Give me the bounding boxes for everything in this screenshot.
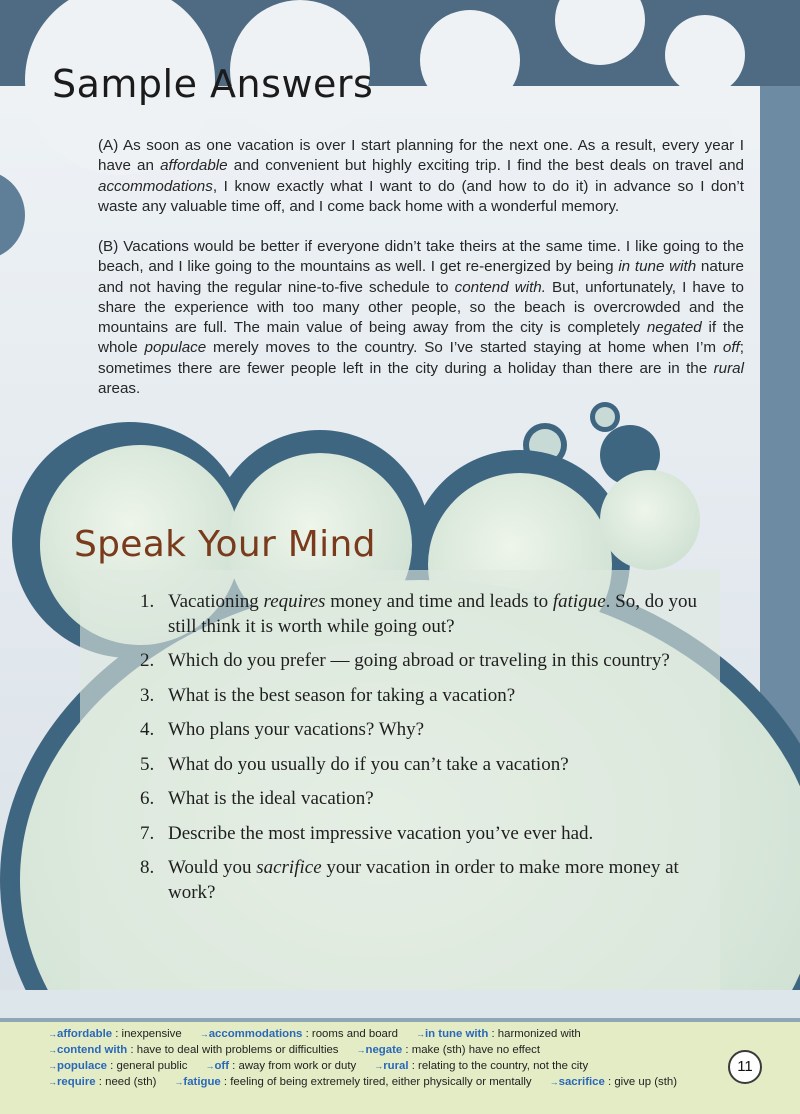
question-item	[140, 590, 700, 639]
glossary-definition: : make (sth) have no effect	[402, 1044, 541, 1056]
glossary-definition: : away from work or duty	[228, 1060, 357, 1072]
glossary-definition: : relating to the country, not the city	[408, 1060, 589, 1072]
glossary-entry	[174, 1076, 531, 1088]
emphasized-term: in tune with	[618, 258, 697, 276]
glossary-definition: : feeling of being extremely tired, either physically or mentally	[220, 1076, 532, 1088]
glossary-line	[48, 1028, 599, 1040]
glossary-term: off	[214, 1060, 229, 1072]
question-item	[140, 856, 700, 905]
question-text	[168, 591, 697, 637]
page-number: 11	[728, 1050, 762, 1084]
question-item	[140, 787, 700, 812]
arrow-icon: →	[356, 1045, 366, 1055]
arrow-icon: →	[48, 1029, 57, 1039]
glossary-term: fatigue	[183, 1076, 221, 1088]
text-run: your vacation in order to make more money at work?	[168, 857, 679, 903]
arrow-icon: →	[549, 1077, 559, 1087]
question-number: 7.	[140, 822, 155, 844]
glossary-entry	[48, 1060, 187, 1072]
text-run: , I know exactly what I want to do (and how to do it) in advance so I don’t waste any valuable time off, and I come back home with a wonderful memory.	[98, 177, 744, 215]
emphasized-term: accommodations	[98, 177, 213, 195]
emphasized-term: negated	[646, 319, 702, 337]
speak-your-mind-title: Speak Your Mind	[74, 524, 376, 565]
glossary-entry	[357, 1044, 541, 1056]
question-text	[168, 754, 569, 775]
text-run: Which do you prefer — going abroad or traveling in this country?	[168, 650, 670, 671]
question-item	[140, 684, 700, 709]
question-item	[140, 649, 700, 674]
glossary-term: accommodations	[208, 1028, 303, 1040]
sample-answer-b	[98, 237, 744, 399]
text-run: What is the ideal vacation?	[168, 788, 374, 809]
text-run: Who plans your vacations? Why?	[168, 719, 425, 740]
glossary-term: require	[57, 1076, 96, 1088]
glossary-term: in tune with	[425, 1028, 489, 1040]
question-number: 5.	[140, 753, 155, 775]
text-run: What is the best season for taking a vacation?	[168, 684, 516, 706]
emphasized-term: requires	[263, 591, 326, 612]
glossary-term: negate	[365, 1044, 403, 1056]
question-text	[168, 685, 515, 706]
question-number: 1.	[140, 591, 155, 612]
glossary-entry	[416, 1028, 581, 1040]
text-run: (A) As soon as one vacation is over I start planning for the next one. As a result, every year I have an	[98, 137, 744, 175]
text-run: if the whole	[98, 319, 744, 357]
text-run: Vacationing	[168, 591, 264, 612]
glossary-definition: : inexpensive	[112, 1028, 182, 1040]
glossary-entry	[48, 1076, 156, 1088]
question-item	[140, 822, 700, 847]
emphasized-term: populace	[144, 339, 207, 357]
sample-answers-title: Sample Answers	[52, 62, 374, 106]
glossary-entry	[550, 1076, 677, 1088]
text-run: But, unfortunately, I have to share the experience with too many other people, so the beach is overcrowded and the mountains are full. The main value of being away from the city is completely	[98, 278, 744, 337]
glossary-box	[0, 1022, 800, 1114]
glossary-definition: : harmonized with	[488, 1028, 581, 1040]
glossary-definition: : general public	[107, 1060, 188, 1072]
question-item	[140, 753, 700, 778]
question-text	[168, 650, 670, 671]
glossary-entry	[48, 1044, 339, 1056]
question-text	[168, 719, 424, 740]
glossary-entry	[48, 1028, 182, 1040]
glossary-definition: : have to deal with problems or difficulties	[127, 1044, 339, 1056]
glossary-definition: : rooms and board	[302, 1028, 399, 1040]
glossary-entry	[374, 1060, 588, 1072]
text-run: money and time and leads to	[325, 591, 553, 612]
text-run: (B) Vacations would be better if everyone didn’t take theirs at the same time. I like going to the beach, and I like going to the mountains as well. I get re-energized by being	[98, 238, 744, 276]
glossary-line	[48, 1044, 558, 1056]
glossary-term: sacrifice	[558, 1076, 605, 1088]
text-run: Would you	[168, 857, 257, 878]
text-run: merely moves to the country. So I’ve started staying at home when I’m	[206, 339, 723, 357]
question-number: 8.	[140, 857, 155, 878]
question-number: 3.	[140, 684, 155, 706]
glossary-entry	[205, 1060, 356, 1072]
question-number: 2.	[140, 650, 155, 671]
glossary-line	[48, 1076, 695, 1088]
glossary-term: populace	[57, 1060, 108, 1072]
arrow-icon: →	[174, 1077, 184, 1087]
text-run: Describe the most impressive vacation you’ve ever had.	[168, 822, 594, 844]
text-run: . So, do you still think it is worth while going out?	[168, 591, 697, 637]
text-run: and convenient but highly exciting trip. I find the best deals on travel and	[227, 157, 744, 175]
arrow-icon: →	[48, 1077, 57, 1087]
question-item	[140, 718, 700, 743]
question-text	[168, 823, 593, 844]
text-run: ; sometimes there are fewer people left in the city during a holiday than there are in the	[98, 339, 744, 377]
arrow-icon: →	[374, 1061, 384, 1071]
question-number: 6.	[140, 788, 155, 809]
emphasized-term: affordable	[160, 157, 228, 175]
glossary-term: affordable	[57, 1028, 113, 1040]
emphasized-term: sacrifice	[256, 857, 322, 878]
emphasized-term: fatigue	[552, 591, 606, 612]
glossary-term: rural	[383, 1060, 409, 1072]
glossary-line	[48, 1060, 606, 1072]
question-text	[168, 857, 679, 903]
glossary-definition: : need (sth)	[95, 1076, 157, 1088]
text-run: areas.	[98, 380, 141, 398]
sample-answer-a	[98, 136, 744, 217]
emphasized-term: off	[722, 339, 740, 357]
arrow-icon: →	[48, 1061, 57, 1071]
text-run: nature and not having the regular nine-to-five schedule to	[98, 258, 744, 296]
emphasized-term: rural	[713, 359, 744, 377]
arrow-icon: →	[416, 1029, 426, 1039]
question-number: 4.	[140, 719, 155, 740]
text-run: What do you usually do if you can’t take a vacation?	[168, 753, 569, 775]
arrow-icon: →	[199, 1029, 209, 1039]
question-text	[168, 788, 374, 809]
arrow-icon: →	[205, 1061, 215, 1071]
glossary-entry	[200, 1028, 398, 1040]
glossary-definition: : give up (sth)	[604, 1076, 678, 1088]
emphasized-term: contend with.	[454, 278, 546, 296]
question-list	[140, 590, 700, 915]
arrow-icon: →	[48, 1045, 57, 1055]
glossary-term: contend with	[57, 1044, 128, 1056]
